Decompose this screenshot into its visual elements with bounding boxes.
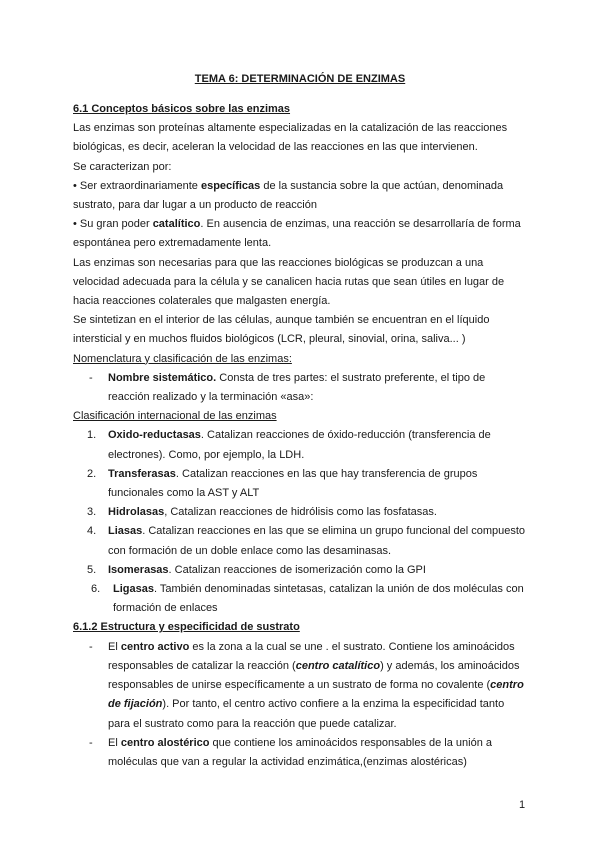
paragraph-necessity: Las enzimas son necesarias para que las reacciones biológicas se produzcan a una velocidad adecuada para la célula y se canalicen hacia rutas que sean útiles en lugar de hacia reacciones colaterales que malgasten energía. xyxy=(73,256,505,308)
active-center-item: - El centro activo es la zona a la cual se une . el sustrato. Contiene los aminoácidos responsables de catalizar la reacción (centro catalítico) y además, los aminoácidos responsables de unirse específicamente a un sustrato de forma no covalente (centro de fijación). Por tanto, el centro activo confiere a la enzima la especificidad tanto para el sustrato como para la reacción que puede catalizar. xyxy=(89,640,524,730)
nomenclature-item: - Nombre sistemático. Consta de tres partes: el sustrato preferente, el tipo de reacción realizado y la terminación «asa»: xyxy=(89,371,486,404)
class-item-5: 5. Isomerasas. Catalizan reacciones de isomerización como la GPI xyxy=(87,563,426,576)
bullet-specific: • Ser extraordinariamente específicas de la sustancia sobre la que actúan, denominada sustrato, para dar lugar a un producto de reacción xyxy=(73,179,504,212)
allosteric-center-item: - El centro alostérico que contiene los aminoácidos responsables de la unión a moléculas que van a regular la actividad enzimática,(enzimas alostéricas) xyxy=(89,736,493,768)
class-item-3: 3. Hidrolasas, Catalizan reacciones de hidrólisis como las fosfatasas. xyxy=(87,506,437,519)
class-item-4: 4. Liasas. Catalizan reacciones en las que se elimina un grupo funcional del compuesto con formación de un doble enlace como las desaminasas. xyxy=(87,525,526,557)
nomenclature-heading: Nomenclatura y clasificación de las enzimas: xyxy=(73,352,292,365)
class-item-2: 2. Transferasas. Catalizan reacciones en las que hay transferencia de grupos funcionales como la AST y ALT xyxy=(87,467,478,500)
class-item-6: 6. Ligasas. También denominadas sintetasas, catalizan la unión de dos moléculas con formación de enlaces xyxy=(91,583,524,615)
intro-paragraph: Las enzimas son proteínas altamente especializadas en la catalización de las reacciones biológicas, es decir, aceleran la velocidad de las reacciones en las que intervienen. xyxy=(73,122,508,154)
section-2-heading: 6.1.2 Estructura y especificidad de sustrato xyxy=(73,621,300,634)
characterized-line: Se caracterizan por: xyxy=(73,160,172,173)
paragraph-synthesis: Se sintetizan en el interior de las células, aunque también se encuentran en el líquido intersticial y en muchos fluidos biológicos (LCR, pleural, sinovial, orina, saliva... ) xyxy=(73,314,490,346)
document-body xyxy=(73,100,528,772)
classification-heading: Clasificación internacional de las enzimas xyxy=(73,410,277,423)
document-title: TEMA 6: DETERMINACIÓN DE ENZIMAS xyxy=(194,73,406,85)
bullet-catalytic: • Su gran poder catalítico. En ausencia de enzimas, una reacción se desarrollaría de forma espontánea pero extremadamente lenta. xyxy=(73,218,521,250)
page-number: 1 xyxy=(519,799,526,811)
section-1-heading: 6.1 Conceptos básicos sobre las enzimas xyxy=(73,103,291,115)
class-item-1: 1. Oxido-reductasas. Catalizan reacciones de óxido-reducción (transferencia de electrones). Como, por ejemplo, la LDH. xyxy=(87,429,491,461)
